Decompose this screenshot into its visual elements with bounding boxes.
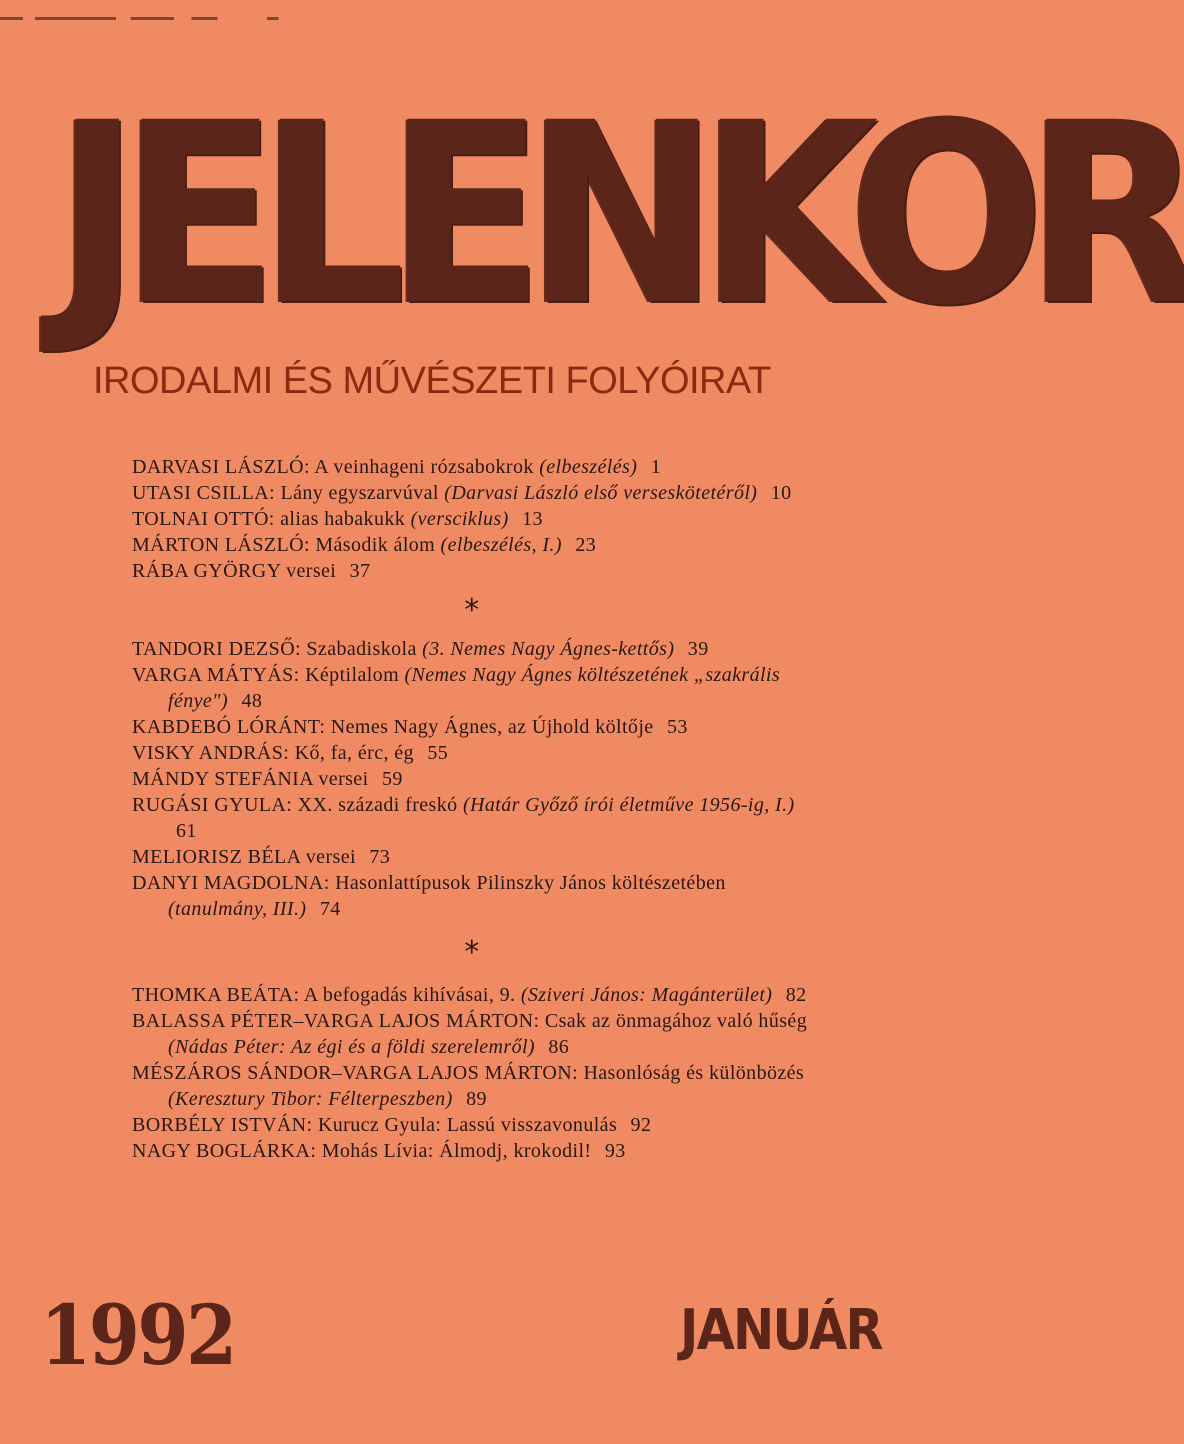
- toc-entry: [132, 636, 812, 662]
- toc-entry: [132, 454, 812, 480]
- toc-author: KABDEBÓ LÓRÁNT:: [132, 716, 326, 738]
- toc-page-number: 39: [687, 638, 709, 660]
- toc-page-number: 82: [785, 984, 807, 1006]
- toc-author: BORBÉLY ISTVÁN:: [132, 1114, 313, 1136]
- toc-page-number: 53: [666, 716, 688, 738]
- toc-title: Mohás Lívia: Álmodj, krokodil!: [321, 1140, 592, 1162]
- toc-note: (Nádas Péter: Az égi és a földi szerelemről): [168, 1036, 535, 1058]
- toc-title: versei: [318, 768, 369, 790]
- toc-title: versei: [286, 560, 337, 582]
- toc-page-number: 23: [575, 534, 597, 556]
- section-separator: *: [464, 935, 480, 970]
- toc-note: (versciklus): [410, 508, 509, 530]
- toc-note: (Darvasi László első verseskötetéről): [444, 482, 758, 504]
- toc-entry: [132, 766, 812, 792]
- toc-page-number: 1: [650, 456, 662, 478]
- toc-author: MÁRTON LÁSZLÓ:: [132, 534, 310, 556]
- toc-author: TOLNAI OTTÓ:: [132, 508, 275, 530]
- toc-entry: [132, 870, 812, 922]
- toc-page-number: 55: [427, 742, 449, 764]
- toc-entry: [132, 1060, 812, 1112]
- toc-page-number: 89: [466, 1088, 487, 1110]
- toc-author: VISKY ANDRÁS:: [132, 742, 290, 764]
- toc-entry: [132, 558, 812, 584]
- toc-page-number: 61: [176, 820, 197, 842]
- toc-note: (Keresztury Tibor: Félterpeszben): [168, 1088, 453, 1110]
- toc-page-number: 86: [548, 1036, 570, 1058]
- toc-page-number: 10: [770, 482, 792, 504]
- section-separator: *: [464, 593, 480, 628]
- toc-title: Nemes Nagy Ágnes, az Újhold költője: [330, 716, 654, 738]
- journal-subtitle: IRODALMI ÉS MŰVÉSZETI FOLYÓIRAT: [93, 360, 771, 402]
- top-decorative-rule: [0, 17, 290, 20]
- toc-author: DANYI MAGDOLNA:: [132, 872, 330, 894]
- toc-entry: [132, 792, 812, 844]
- toc-page-number: 73: [369, 846, 391, 868]
- toc-entry: [132, 740, 812, 766]
- toc-author: THOMKA BEÁTA:: [132, 984, 300, 1006]
- toc-title: Képtilalom: [305, 664, 400, 686]
- toc-entry: [132, 480, 812, 506]
- toc-title: alias habakukk: [280, 508, 406, 530]
- toc-note: (elbeszélés): [539, 456, 638, 478]
- toc-title: XX. századi freskó: [297, 794, 458, 816]
- table-of-contents: [132, 454, 812, 1164]
- toc-section-3: [132, 982, 812, 1164]
- toc-author: MELIORISZ BÉLA: [132, 846, 301, 868]
- issue-month: JANUÁR: [680, 1298, 882, 1363]
- toc-entry: [132, 662, 812, 714]
- toc-author: UTASI CSILLA:: [132, 482, 276, 504]
- toc-title: Második álom: [315, 534, 436, 556]
- toc-title: Lány egyszarvúval: [280, 482, 439, 504]
- toc-author: MÉSZÁROS SÁNDOR–VARGA LAJOS MÁRTON:: [132, 1062, 579, 1084]
- toc-page-number: 48: [241, 690, 263, 712]
- toc-title: Kő, fa, érc, ég: [294, 742, 414, 764]
- toc-author: RUGÁSI GYULA:: [132, 794, 293, 816]
- toc-title: A befogadás kihívásai, 9.: [303, 984, 516, 1006]
- toc-author: BALASSA PÉTER–VARGA LAJOS MÁRTON:: [132, 1010, 540, 1032]
- toc-entry: [132, 1112, 812, 1138]
- toc-author: MÁNDY STEFÁNIA: [132, 768, 313, 790]
- toc-author: TANDORI DEZSŐ:: [132, 638, 301, 660]
- toc-entry: [132, 714, 812, 740]
- toc-note: (Nemes Nagy Ágnes költészetének „szakrális fénye"): [168, 664, 781, 712]
- toc-section-1: [132, 454, 812, 584]
- toc-entry: [132, 506, 812, 532]
- toc-title: versei: [305, 846, 356, 868]
- toc-note: (Határ Győző írói életműve 1956-ig, I.): [462, 794, 795, 816]
- toc-note: (tanulmány, III.): [168, 898, 307, 920]
- issue-year: 1992: [40, 1288, 235, 1384]
- toc-title: Csak az önmagához való hűség: [544, 1010, 808, 1032]
- toc-title: Kurucz Gyula: Lassú visszavonulás: [317, 1114, 618, 1136]
- masthead-title: JELENKOR: [54, 69, 1184, 360]
- toc-section-2: [132, 636, 812, 922]
- toc-title: A veinhageni rózsabokrok: [314, 456, 534, 478]
- toc-page-number: 59: [381, 768, 403, 790]
- toc-page-number: 13: [522, 508, 543, 530]
- toc-note: (elbeszélés, I.): [440, 534, 562, 556]
- toc-title: Szabadiskola: [306, 638, 417, 660]
- toc-author: NAGY BOGLÁRKA:: [132, 1140, 317, 1162]
- toc-author: VARGA MÁTYÁS:: [132, 664, 300, 686]
- toc-title: Hasonlóság és különbözés: [583, 1062, 805, 1084]
- toc-entry: [132, 844, 812, 870]
- toc-author: DARVASI LÁSZLÓ:: [132, 456, 310, 478]
- toc-page-number: 37: [349, 560, 371, 582]
- toc-page-number: 93: [604, 1140, 626, 1162]
- toc-page-number: 92: [630, 1114, 652, 1136]
- toc-note: (3. Nemes Nagy Ágnes-kettős): [422, 638, 675, 660]
- toc-author: RÁBA GYÖRGY: [132, 560, 281, 582]
- toc-entry: [132, 1008, 812, 1060]
- toc-page-number: 74: [319, 898, 341, 920]
- toc-note: (Sziveri János: Magánterület): [520, 984, 773, 1006]
- toc-title: Hasonlattípusok Pilinszky János költészetében: [335, 872, 726, 894]
- toc-entry: [132, 982, 812, 1008]
- toc-entry: [132, 532, 812, 558]
- toc-entry: [132, 1138, 812, 1164]
